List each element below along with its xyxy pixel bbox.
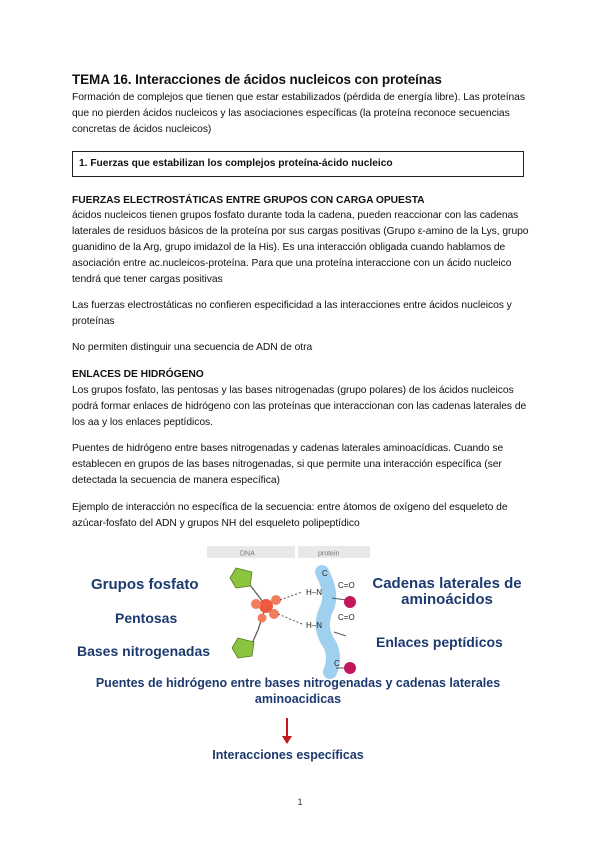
pentose-sugar-top	[230, 568, 252, 588]
electro-heading: FUERZAS ELECTROSTÁTICAS ENTRE GRUPOS CON CARGA OPUESTA	[72, 195, 425, 206]
svg-text:C: C	[334, 659, 340, 668]
svg-text:C=O: C=O	[338, 613, 355, 622]
phosphate-o2	[271, 595, 281, 605]
phosphate-o1	[251, 599, 261, 609]
intro-paragraph: Formación de complejos que tienen que estar estabilizados (pérdida de energía libre). Las proteínas que no pierden ácidos nucleicos y las asociaciones específicas (la proteína reconoce secuencias concretas de ácidos nucleicos)	[72, 92, 525, 135]
sidechain-bond-2	[334, 632, 346, 636]
label-cadenas-laterales: Cadenas laterales de aminoácidos	[372, 575, 522, 608]
phosphate-o3	[269, 609, 279, 619]
svg-text:C=O: C=O	[338, 581, 355, 590]
electro-paragraph-3: No permiten distinguir una secuencia de ADN de otra	[72, 342, 313, 353]
label-enlaces-peptidicos: Enlaces peptídicos	[376, 634, 503, 650]
result-arrow-head	[282, 736, 292, 744]
interaction-figure	[0, 540, 600, 770]
label-grupos-fosfato: Grupos fosfato	[91, 576, 199, 593]
electro-paragraph-2: Las fuerzas electrostáticas no confieren especificidad a las interacciones entre ácidos nucleicos y proteínas	[72, 300, 512, 327]
svg-text:H–N: H–N	[306, 621, 323, 630]
section-heading-box	[72, 151, 524, 177]
protein-tag: protein	[318, 550, 340, 558]
label-pentosas: Pentosas	[115, 610, 178, 626]
sidechain-ball-1	[344, 596, 356, 608]
svg-text:C: C	[322, 569, 328, 578]
dna-tag: DNA	[240, 550, 255, 558]
protein-backbone	[322, 572, 333, 672]
phosphate-o4	[258, 614, 267, 623]
label-puentes-line2: aminoacidicas	[254, 692, 342, 706]
sidechain-ball-2	[344, 662, 356, 674]
hbond-paragraph-3: Ejemplo de interacción no específica de la secuencia: entre átomos de oxígeno del esqueleto de azúcar-fosfato del ADN y grupos NH del esqueleto polipeptídico	[72, 502, 508, 529]
hbond-heading: ENLACES DE HIDRÓGENO	[72, 369, 204, 380]
label-bases-nitrogenadas: Bases nitrogenadas	[77, 643, 211, 659]
page-title: TEMA 16. Interacciones de ácidos nucleicos con proteínas	[72, 72, 442, 87]
svg-text:H–N: H–N	[306, 588, 323, 597]
electro-paragraph-1: ácidos nucleicos tienen grupos fosfato durante toda la cadena, pueden reaccionar con las cadenas laterales de residuos básicos de la proteína por sus cargas positivas (Grupo ε-amino de la Lys, grupo guanidino de la Arg, grupo imidazol de la His). Es una interacción obligada cuando hablamos de asociación entre ac.nucleicos-proteína. Para que una proteína interaccione con un ácido nucleico tendrá que tener cargas positivas	[72, 210, 529, 285]
label-interacciones-especificas: Interacciones específicas	[212, 748, 364, 762]
label-puentes-line1: Puentes de hidrógeno entre bases nitrogenadas y cadenas laterales	[95, 676, 501, 690]
page-number: 1	[297, 797, 303, 807]
hydrogen-bonds	[278, 592, 302, 624]
section-heading: 1. Fuerzas que estabilizan los complejos proteína-ácido nucleico	[79, 158, 393, 169]
pentose-sugar-bottom	[232, 638, 254, 658]
hbond-paragraph-1: Los grupos fosfato, las pentosas y las bases nitrogenadas (grupo polares) de los ácidos nucleicos podrá formar enlaces de hidrógeno con las proteínas que interaccionan con las cadenas laterales de los aa y los enlaces peptídicos.	[72, 385, 527, 428]
hbond-paragraph-2: Puentes de hidrógeno entre bases nitrogenadas y cadenas laterales aminoacídicas. Cuando se establecen en grupos de las bases nitrogenadas, si que permite una interacción específica (ser detectada la secuencia de manera específica)	[72, 443, 504, 486]
